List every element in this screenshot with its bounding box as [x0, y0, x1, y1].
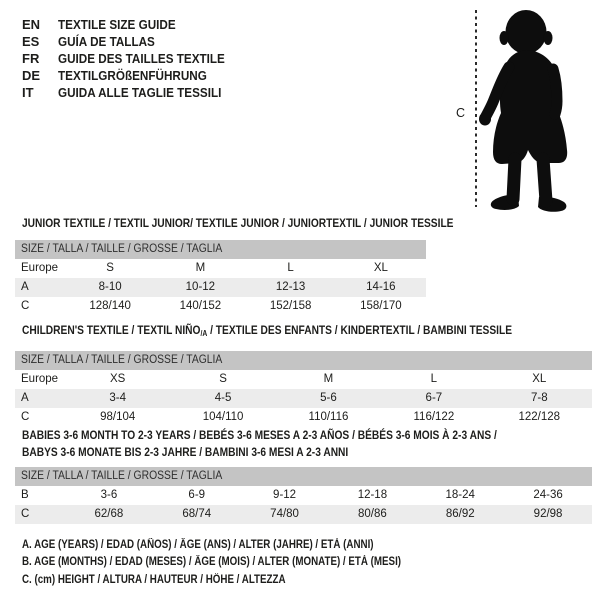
language-code: FR: [22, 51, 40, 66]
table-cell: 9-12: [273, 489, 297, 501]
table-cell: 74/80: [270, 508, 299, 520]
table-cell: 116/122: [413, 411, 455, 423]
language-row-fr: [22, 50, 243, 67]
table-cell: 104/110: [202, 411, 244, 423]
height-measure-label: C: [456, 106, 466, 120]
table-cell: M: [323, 373, 334, 385]
measure-legend: [22, 537, 468, 589]
table-row: [15, 389, 592, 408]
table-cell: L: [430, 373, 438, 385]
table-cell: 6-9: [188, 489, 206, 501]
table-cell: 110/116: [308, 411, 349, 423]
table-cell: 158/170: [360, 300, 402, 312]
language-row-it: [22, 84, 243, 101]
baby-silhouette-icon: [455, 3, 600, 215]
row-label: C: [21, 508, 30, 520]
table-row: [15, 370, 592, 389]
table-cell: 14-16: [366, 281, 396, 293]
table-row: [15, 505, 592, 524]
guide-title-fr: GUIDE DES TAILLES TEXTILE: [58, 51, 225, 66]
table-cell: 6-7: [425, 392, 443, 404]
legend-line-a: A. AGE (YEARS) / EDAD (AÑOS) / ÂGE (ANS) / ALTER (JAHRE) / ETÀ (ANNI): [22, 539, 374, 551]
table-cell: 98/104: [100, 411, 136, 423]
table-cell: 152/158: [269, 300, 312, 312]
row-label: A: [21, 392, 29, 404]
table-cell: S: [106, 262, 114, 274]
table-cell: 3-6: [100, 489, 118, 501]
table-cell: XS: [110, 373, 126, 385]
size-header-bar: SIZE / TALLA / TAILLE / GRÖSSE / TAGLIA: [15, 240, 426, 259]
row-label: B: [21, 489, 29, 501]
table-cell: 140/152: [179, 300, 222, 312]
language-code: DE: [22, 68, 41, 83]
table-row: [15, 278, 426, 297]
language-row-en: [22, 16, 243, 33]
table-cell: 128/140: [89, 300, 131, 312]
table-cell: 62/68: [94, 508, 124, 520]
table-cell: 5-6: [320, 392, 337, 404]
table-cell: 92/98: [533, 508, 563, 520]
table-cell: 12-18: [357, 489, 388, 501]
row-label: Europe: [21, 373, 59, 385]
table-cell: 18-24: [445, 489, 475, 501]
language-code: IT: [22, 85, 34, 100]
table-cell: 10-12: [185, 281, 216, 293]
table-cell: XL: [532, 373, 547, 385]
children-section-title: CHILDREN'S TEXTILE / TEXTIL $NIÑO_{/A}$ / TEXTILE DES ENFANTS / KINDERTEXTIL / BAMBINI TESSILE: [22, 323, 512, 338]
table-cell: 12-13: [275, 281, 306, 293]
row-label: C: [21, 300, 30, 312]
babies-size-table: [15, 467, 592, 524]
junior-size-table: [15, 240, 426, 316]
table-cell: L: [287, 262, 294, 274]
table-cell: 80/86: [358, 508, 387, 520]
language-title-list: [22, 16, 243, 101]
language-code: ES: [22, 34, 40, 49]
row-label: C: [21, 411, 30, 423]
table-cell: XL: [373, 262, 388, 274]
guide-title-en: TEXTILE SIZE GUIDE: [58, 17, 176, 32]
guide-title-es: GUÍA DE TALLAS: [58, 34, 155, 49]
size-header-bar: SIZE / TALLA / TAILLE / GRÖSSE / TAGLIA: [15, 467, 592, 486]
row-label: Europe: [21, 262, 59, 274]
table-row: [15, 297, 426, 316]
row-label: A: [21, 281, 29, 293]
legend-line-c: C. (cm) HEIGHT / ALTURA / HAUTEUR / HÖHE / ALTEZZA: [22, 573, 286, 586]
table-cell: M: [195, 262, 206, 274]
table-cell: 24-36: [533, 489, 563, 501]
table-cell: 4-5: [214, 392, 232, 404]
table-cell: 68/74: [182, 508, 212, 520]
table-cell: 7-8: [530, 392, 548, 404]
language-code: EN: [22, 17, 41, 32]
junior-section-title: JUNIOR TEXTILE / TEXTIL JUNIOR/ TEXTILE JUNIOR / JUNIORTEXTIL / JUNIOR TESSILE: [22, 216, 454, 230]
table-cell: 122/128: [518, 411, 561, 423]
table-cell: 8-10: [98, 281, 122, 293]
baby-height-figure: [455, 3, 600, 215]
size-header-bar: SIZE / TALLA / TAILLE / GRÖSSE / TAGLIA: [15, 351, 592, 370]
babies-section-title: BABIES 3-6 MONTH TO 2-3 YEARS / BEBÉS 3-6 MESES A 2-3 AÑOS / BÉBÉS 3-6 MOIS À 2-3 ANS / BABYS 3-6 MONATE BIS 2-3 JAHRE / BAMBINI 3-6 MESI A 2-3 ANNI: [22, 428, 497, 459]
language-row-es: [22, 33, 243, 50]
table-row: [15, 486, 592, 505]
children-size-table: [15, 351, 592, 427]
guide-title-de: TEXTILGRÖßENFÜHRUNG: [58, 68, 207, 83]
legend-line-b: B. AGE (MONTHS) / EDAD (MESES) / ÂGE (MOIS) / ALTER (MONATE) / ETÀ (MESI): [22, 556, 402, 569]
guide-title-it: GUIDA ALLE TAGLIE TESSILI: [58, 85, 222, 100]
table-cell: 86/92: [445, 508, 475, 520]
language-row-de: [22, 67, 243, 84]
table-cell: S: [219, 373, 227, 385]
table-row: [15, 408, 592, 427]
table-cell: 3-4: [109, 392, 126, 404]
table-row: [15, 259, 426, 278]
